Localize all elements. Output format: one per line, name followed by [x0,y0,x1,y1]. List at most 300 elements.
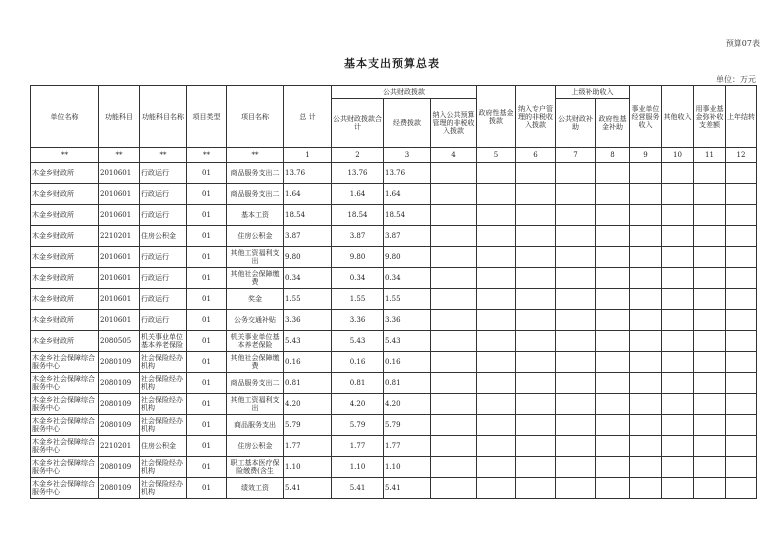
empty-cell [477,352,516,373]
empty-cell [431,205,477,226]
empty-cell [556,331,596,352]
empty-cell [726,226,757,247]
cell-item-name: 其他工资福利支出 [227,394,284,415]
empty-cell [516,247,556,268]
cell-unit-name: 木金乡社会保障综合服务中心 [31,394,99,415]
cell-operating: 9.80 [384,247,431,268]
empty-cell [477,436,516,457]
index-cell: 11 [694,148,726,163]
empty-cell [556,289,596,310]
empty-cell [726,268,757,289]
cell-func-code: 2010601 [99,184,140,205]
index-cell: 2 [332,148,384,163]
empty-cell [662,205,694,226]
empty-cell [516,373,556,394]
cell-func-name: 住房公积金 [140,436,187,457]
cell-operating: 3.87 [384,226,431,247]
empty-cell [477,310,516,331]
cell-operating: 0.34 [384,268,431,289]
empty-cell [596,247,630,268]
cell-func-name: 住房公积金 [140,226,187,247]
empty-cell [516,415,556,436]
empty-cell [694,352,726,373]
empty-cell [596,478,630,499]
empty-cell [726,247,757,268]
empty-cell [694,436,726,457]
header-business-fund: 用事业基金弥补收支差额 [694,86,726,148]
cell-operating: 1.77 [384,436,431,457]
empty-cell [596,310,630,331]
cell-total: 13.76 [284,163,332,184]
empty-cell [477,394,516,415]
empty-cell [726,205,757,226]
cell-total: 5.79 [284,415,332,436]
empty-cell [556,394,596,415]
cell-unit-name: 木金乡财政所 [31,268,99,289]
empty-cell [556,163,596,184]
empty-cell [662,163,694,184]
cell-item-type: 01 [187,394,227,415]
empty-cell [431,352,477,373]
empty-cell [726,310,757,331]
cell-item-name: 其他社会保障缴费 [227,268,284,289]
empty-cell [662,289,694,310]
cell-unit-name: 木金乡社会保障综合服务中心 [31,478,99,499]
empty-cell [431,373,477,394]
cell-func-name: 行政运行 [140,247,187,268]
cell-func-code: 2080109 [99,373,140,394]
cell-func-name: 社会保险经办机构 [140,457,187,478]
table-row [31,226,757,247]
cell-total: 3.87 [284,226,332,247]
empty-cell [431,289,477,310]
empty-cell [596,226,630,247]
budget-table [30,85,757,499]
cell-item-type: 01 [187,163,227,184]
empty-cell [726,352,757,373]
table-row [31,268,757,289]
empty-cell [477,478,516,499]
unit-label: 单位：万元 [716,75,756,84]
cell-public-subtotal: 5.79 [332,415,384,436]
empty-cell [596,415,630,436]
cell-unit-name: 木金乡社会保障综合服务中心 [31,352,99,373]
empty-cell [630,310,662,331]
cell-total: 5.43 [284,331,332,352]
empty-cell [662,226,694,247]
cell-func-name: 行政运行 [140,289,187,310]
cell-func-name: 社会保险经办机构 [140,373,187,394]
header-public-group: 公共财政拨款 [332,86,477,99]
cell-func-name: 行政运行 [140,205,187,226]
empty-cell [630,352,662,373]
empty-cell [556,478,596,499]
index-cell: ** [227,148,284,163]
empty-cell [556,352,596,373]
cell-unit-name: 木金乡财政所 [31,163,99,184]
empty-cell [556,184,596,205]
cell-unit-name: 木金乡财政所 [31,247,99,268]
cell-public-subtotal: 13.76 [332,163,384,184]
cell-public-subtotal: 0.34 [332,268,384,289]
empty-cell [431,394,477,415]
empty-cell [596,184,630,205]
empty-cell [556,205,596,226]
empty-cell [630,205,662,226]
table-row [31,457,757,478]
header-operating: 经费拨款 [384,99,431,148]
cell-item-name: 绩效工资 [227,478,284,499]
index-cell: ** [140,148,187,163]
cell-public-subtotal: 3.87 [332,226,384,247]
cell-func-code: 2010601 [99,310,140,331]
cell-total: 9.80 [284,247,332,268]
header-superior-group: 上级补助收入 [556,86,630,99]
cell-total: 1.77 [284,436,332,457]
cell-func-name: 社会保险经办机构 [140,394,187,415]
empty-cell [431,163,477,184]
empty-cell [556,268,596,289]
empty-cell [556,247,596,268]
empty-cell [726,373,757,394]
cell-unit-name: 木金乡社会保障综合服务中心 [31,415,99,436]
cell-func-code: 2080109 [99,457,140,478]
table-row [31,373,757,394]
empty-cell [596,436,630,457]
index-cell: ** [187,148,227,163]
empty-cell [516,457,556,478]
cell-total: 1.64 [284,184,332,205]
cell-item-type: 01 [187,436,227,457]
empty-cell [694,478,726,499]
cell-total: 0.34 [284,268,332,289]
empty-cell [630,478,662,499]
cell-unit-name: 木金乡财政所 [31,226,99,247]
header-superior-fund: 政府性基金补助 [596,99,630,148]
cell-unit-name: 木金乡财政所 [31,310,99,331]
cell-item-name: 住房公积金 [227,436,284,457]
cell-func-code: 2080109 [99,478,140,499]
cell-func-name: 机关事业单位基本养老保险 [140,331,187,352]
empty-cell [596,331,630,352]
empty-cell [630,457,662,478]
empty-cell [630,247,662,268]
empty-cell [431,247,477,268]
cell-public-subtotal: 1.55 [332,289,384,310]
empty-cell [694,205,726,226]
empty-cell [516,226,556,247]
empty-cell [516,478,556,499]
cell-item-type: 01 [187,289,227,310]
table-row [31,310,757,331]
empty-cell [630,163,662,184]
cell-public-subtotal: 5.43 [332,331,384,352]
cell-item-type: 01 [187,331,227,352]
cell-item-type: 01 [187,478,227,499]
header-total: 总 计 [284,86,332,148]
header-item-name: 项目名称 [227,86,284,148]
empty-cell [662,478,694,499]
table-header [31,86,757,163]
cell-item-type: 01 [187,268,227,289]
cell-public-subtotal: 5.41 [332,478,384,499]
cell-operating: 4.20 [384,394,431,415]
table-row [31,247,757,268]
cell-item-name: 商品服务支出 [227,415,284,436]
index-cell: 6 [516,148,556,163]
empty-cell [431,457,477,478]
index-cell: 3 [384,148,431,163]
empty-cell [630,415,662,436]
empty-cell [662,310,694,331]
cell-func-code: 2080505 [99,331,140,352]
cell-total: 18.54 [284,205,332,226]
cell-func-name: 行政运行 [140,184,187,205]
empty-cell [596,163,630,184]
cell-func-code: 2010601 [99,289,140,310]
cell-operating: 18.54 [384,205,431,226]
empty-cell [630,436,662,457]
empty-cell [596,205,630,226]
cell-total: 0.16 [284,352,332,373]
empty-cell [477,331,516,352]
empty-cell [694,268,726,289]
empty-cell [431,184,477,205]
cell-public-subtotal: 1.77 [332,436,384,457]
cell-total: 1.10 [284,457,332,478]
empty-cell [516,163,556,184]
empty-cell [726,457,757,478]
empty-cell [516,310,556,331]
cell-func-name: 行政运行 [140,163,187,184]
cell-item-name: 机关事业单位基本养老保险 [227,331,284,352]
empty-cell [662,436,694,457]
empty-cell [596,268,630,289]
empty-cell [662,247,694,268]
empty-cell [662,373,694,394]
empty-cell [431,310,477,331]
table-row [31,436,757,457]
empty-cell [662,268,694,289]
empty-cell [516,268,556,289]
empty-cell [662,415,694,436]
empty-cell [630,394,662,415]
empty-cell [516,436,556,457]
empty-cell [516,394,556,415]
cell-func-code: 2080109 [99,415,140,436]
cell-operating: 5.79 [384,415,431,436]
header-other-income: 其他收入 [662,86,694,148]
empty-cell [516,331,556,352]
empty-cell [477,289,516,310]
cell-operating: 3.36 [384,310,431,331]
cell-func-code: 2010601 [99,163,140,184]
empty-cell [662,331,694,352]
index-cell: 9 [630,148,662,163]
cell-unit-name: 木金乡财政所 [31,331,99,352]
empty-cell [516,352,556,373]
cell-item-name: 商品服务支出二 [227,373,284,394]
cell-item-type: 01 [187,457,227,478]
empty-cell [694,226,726,247]
cell-item-type: 01 [187,226,227,247]
empty-cell [516,184,556,205]
empty-cell [477,373,516,394]
empty-cell [630,373,662,394]
cell-operating: 0.16 [384,352,431,373]
index-cell: 1 [284,148,332,163]
empty-cell [726,163,757,184]
index-cell: 8 [596,148,630,163]
cell-func-code: 2080109 [99,394,140,415]
table-body [31,163,757,499]
cell-public-subtotal: 1.64 [332,184,384,205]
empty-cell [477,184,516,205]
index-row [31,148,757,163]
cell-public-subtotal: 4.20 [332,394,384,415]
cell-item-type: 01 [187,373,227,394]
cell-item-name: 公务交通补贴 [227,310,284,331]
cell-total: 4.20 [284,394,332,415]
index-cell: 7 [556,148,596,163]
empty-cell [596,352,630,373]
empty-cell [726,184,757,205]
empty-cell [556,457,596,478]
table-row [31,394,757,415]
cell-unit-name: 木金乡社会保障综合服务中心 [31,373,99,394]
empty-cell [516,289,556,310]
empty-cell [596,373,630,394]
empty-cell [556,436,596,457]
empty-cell [694,184,726,205]
empty-cell [431,478,477,499]
cell-item-name: 奖金 [227,289,284,310]
cell-func-name: 社会保险经办机构 [140,478,187,499]
cell-public-subtotal: 9.80 [332,247,384,268]
empty-cell [596,289,630,310]
index-cell: ** [31,148,99,163]
empty-cell [662,457,694,478]
empty-cell [726,436,757,457]
cell-operating: 1.10 [384,457,431,478]
empty-cell [630,289,662,310]
empty-cell [694,331,726,352]
empty-cell [630,268,662,289]
empty-cell [694,415,726,436]
cell-public-subtotal: 0.16 [332,352,384,373]
table-row [31,289,757,310]
cell-total: 0.81 [284,373,332,394]
cell-item-type: 01 [187,352,227,373]
cell-item-name: 基本工资 [227,205,284,226]
empty-cell [662,184,694,205]
header-gov-fund: 政府性基金拨款 [477,86,516,148]
form-code: 预算07表 [725,39,760,48]
empty-cell [477,163,516,184]
cell-operating: 1.55 [384,289,431,310]
cell-operating: 0.81 [384,373,431,394]
cell-total: 3.36 [284,310,332,331]
cell-operating: 5.41 [384,478,431,499]
cell-item-name: 住房公积金 [227,226,284,247]
page-title: 基本支出预算总表 [344,57,440,70]
index-cell: 12 [726,148,757,163]
cell-public-subtotal: 3.36 [332,310,384,331]
cell-item-name: 商品服务支出二 [227,184,284,205]
empty-cell [726,394,757,415]
empty-cell [694,247,726,268]
header-business-income: 事业单位经营服务收入 [630,86,662,148]
empty-cell [477,226,516,247]
empty-cell [596,394,630,415]
header-special-mgmt: 纳入公共预算管理的非税收入拨款 [431,99,477,148]
cell-item-type: 01 [187,184,227,205]
cell-operating: 13.76 [384,163,431,184]
cell-func-name: 行政运行 [140,310,187,331]
empty-cell [477,205,516,226]
table-row [31,163,757,184]
empty-cell [477,457,516,478]
table-row [31,184,757,205]
header-superior-public: 公共财政补助 [556,99,596,148]
header-special-income: 纳入专户管理的非税收入拨款 [516,86,556,148]
empty-cell [694,310,726,331]
cell-item-name: 其他社会保障缴费 [227,352,284,373]
cell-item-type: 01 [187,205,227,226]
cell-item-name: 职工基本医疗保险缴费(含生 [227,457,284,478]
cell-total: 1.55 [284,289,332,310]
cell-func-code: 2080109 [99,352,140,373]
cell-item-type: 01 [187,247,227,268]
cell-operating: 1.64 [384,184,431,205]
empty-cell [477,247,516,268]
empty-cell [694,457,726,478]
cell-unit-name: 木金乡社会保障综合服务中心 [31,457,99,478]
index-cell: ** [99,148,140,163]
header-carryover: 上年结转 [726,86,757,148]
empty-cell [726,289,757,310]
empty-cell [726,331,757,352]
header-unit-name: 单位名称 [31,86,99,148]
empty-cell [556,373,596,394]
table-row [31,352,757,373]
empty-cell [431,268,477,289]
cell-func-name: 社会保险经办机构 [140,352,187,373]
table-row [31,415,757,436]
cell-public-subtotal: 0.81 [332,373,384,394]
table-row [31,331,757,352]
empty-cell [431,331,477,352]
cell-unit-name: 木金乡社会保障综合服务中心 [31,436,99,457]
empty-cell [694,163,726,184]
cell-func-code: 2010601 [99,247,140,268]
empty-cell [694,289,726,310]
empty-cell [630,226,662,247]
empty-cell [694,373,726,394]
empty-cell [630,331,662,352]
empty-cell [556,415,596,436]
header-func-name: 功能科目名称 [140,86,187,148]
table-row [31,205,757,226]
empty-cell [630,184,662,205]
empty-cell [477,268,516,289]
empty-cell [662,394,694,415]
cell-operating: 5.43 [384,331,431,352]
empty-cell [431,415,477,436]
cell-func-name: 社会保险经办机构 [140,415,187,436]
cell-func-code: 2210201 [99,436,140,457]
cell-func-name: 行政运行 [140,268,187,289]
